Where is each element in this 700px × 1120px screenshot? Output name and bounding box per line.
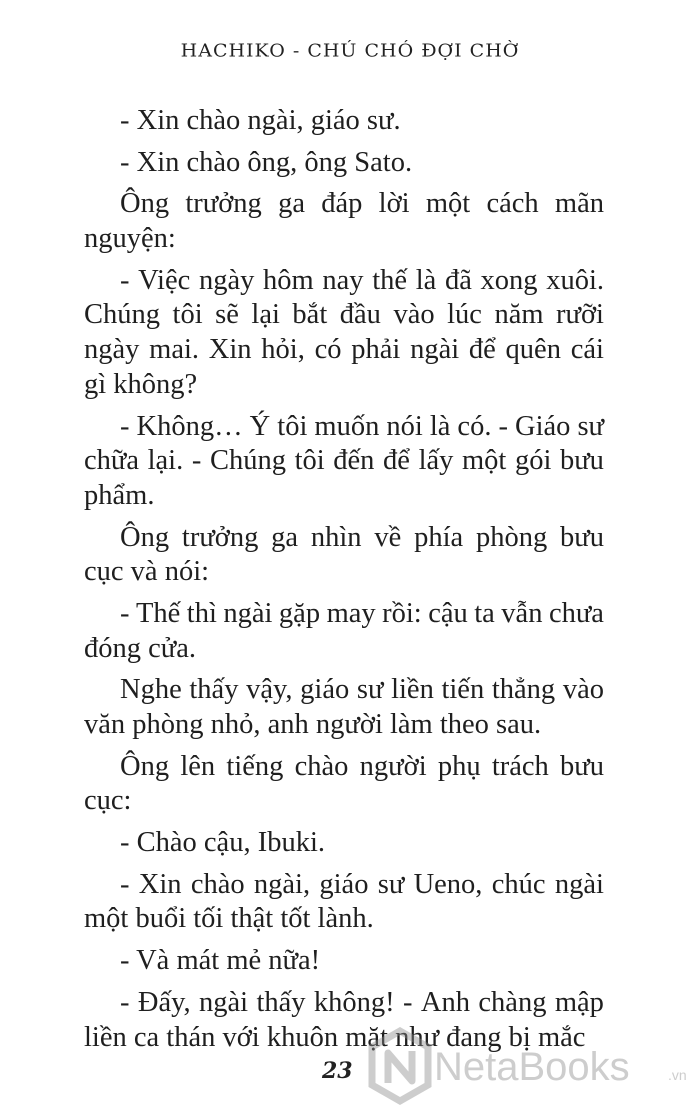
text-line: Chúng tôi sẽ lại bắt đầu vào lúc năm rưỡi <box>84 299 604 331</box>
text-line: - Xin chào ngài, giáo sư. <box>120 105 401 136</box>
text-line: nguyện: <box>84 223 176 255</box>
page-number: 23 <box>322 1058 353 1084</box>
text-line: - Xin chào ông, ông Sato. <box>120 146 413 178</box>
page-body <box>84 104 604 1055</box>
text-line: - Không… Ý tôi muốn nói là có. - Giáo sư <box>120 410 604 442</box>
text-line: - Và mát mẻ nữa! <box>120 945 321 977</box>
text-line: cục và nói: <box>84 556 210 588</box>
text-line: văn phòng nhỏ, anh người làm theo sau. <box>84 709 542 740</box>
running-header: HACHIKO - CHÚ CHÓ ĐỢI CHỜ <box>180 40 520 62</box>
text-line: một buổi tối thật tốt lành. <box>84 903 374 935</box>
text-line: Ông trưởng ga đáp lời một cách mãn <box>120 188 604 220</box>
text-line: phẩm. <box>84 479 155 511</box>
netabooks-logo-icon <box>368 1027 432 1107</box>
text-line: ngày mai. Xin hỏi, có phải ngài để quên cái <box>84 334 604 366</box>
watermark-brand: NetaBooks <box>434 1045 630 1089</box>
text-line: đóng cửa. <box>84 632 196 664</box>
text-line: chữa lại. - Chúng tôi đến để lấy một gói bưu <box>84 445 604 477</box>
text-line: gì không? <box>84 368 198 400</box>
text-line: Nghe thấy vậy, giáo sư liền tiến thẳng vào <box>120 674 604 706</box>
text-line: - Thế thì ngài gặp may rồi: cậu ta vẫn chưa <box>120 597 604 629</box>
text-line: - Xin chào ngài, giáo sư Ueno, chúc ngài <box>120 868 604 900</box>
text-line: - Chào cậu, Ibuki. <box>120 827 325 859</box>
text-line: Ông lên tiếng chào người phụ trách bưu <box>120 750 604 782</box>
text-line: cục: <box>84 785 132 817</box>
text-line: - Việc ngày hôm nay thế là đã xong xuôi. <box>120 264 604 296</box>
text-line: Ông trưởng ga nhìn về phía phòng bưu <box>120 521 604 553</box>
watermark <box>368 1027 698 1107</box>
watermark-suffix: .vn <box>668 1067 687 1083</box>
text-line: liền ca thán với khuôn mặt như đang bị mắc <box>84 1021 586 1053</box>
text-line: - Đấy, ngài thấy không! - Anh chàng mập <box>120 986 604 1018</box>
